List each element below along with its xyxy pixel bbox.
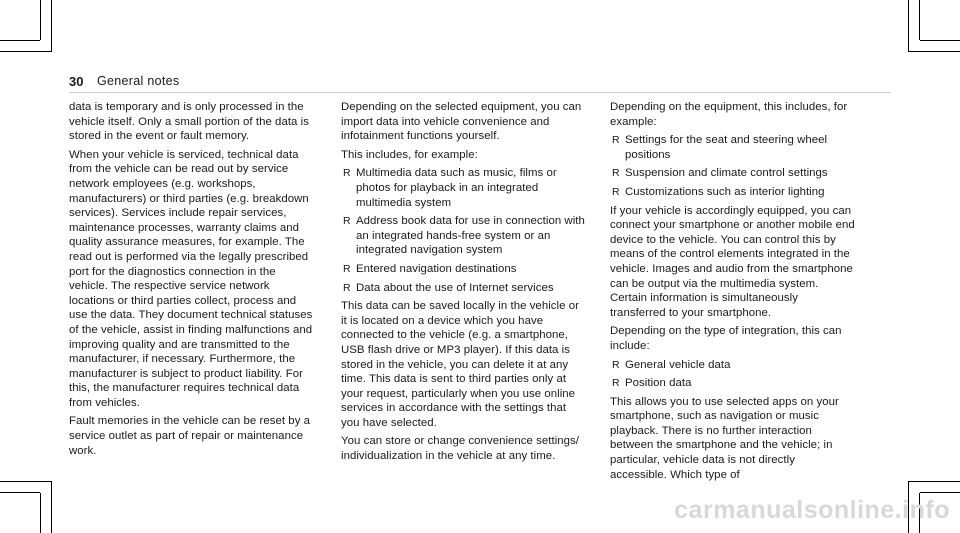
paragraph: You can store or change convenience settings/ individualization in the vehicle at any time. [341, 435, 580, 463]
bullet-icon: R [612, 134, 620, 147]
bullet-icon: R [612, 377, 620, 390]
page-number: 30 [69, 74, 84, 89]
list-item-text: Position data [625, 377, 692, 390]
crop-mark [0, 40, 40, 41]
crop-mark [51, 0, 52, 52]
paragraph: Depending on the type of integration, this can include: [610, 325, 842, 352]
crop-mark [920, 40, 960, 41]
list-item-text: Multimedia data such as music, films or photos for playback in an integrated multimedia system [356, 167, 557, 209]
list-item-text: Entered navigation destinations [356, 262, 517, 275]
list-item-text: Data about the use of Internet services [356, 281, 554, 294]
crop-mark [920, 492, 960, 493]
bullet-list [341, 166, 586, 295]
section-title: General notes [97, 74, 180, 88]
list-item [610, 166, 855, 181]
paragraph: Depending on the equipment, this includes, for example: [610, 101, 848, 128]
list-item-text: Address book data for use in connection with an integrated hands-free system or an integrated navigation system [356, 215, 585, 257]
list-item [610, 133, 855, 162]
list-item [341, 166, 586, 210]
list-item-text: Suspension and climate control settings [625, 167, 828, 180]
crop-mark [40, 0, 41, 40]
list-item [341, 214, 586, 258]
paragraph: When your vehicle is serviced, technical data from the vehicle can be read out by service network employees (e.g. workshops, manufacturers) or third parties (e.g. breakdown services). Services include repair services, maintenance processes, warranty claims and quality assurance measures, for example. The read out is performed via the legally prescribed port for the diagnostics connection in the vehicle. The respective service network locations or third parties collect, process and use the data. They document technical statuses of the vehicle, assist in finding malfunctions and improving quality and are transmitted to the manufacturer, if necessary. Furthermore, the manufacturer is subject to product liability. For this, the manufacturer requires technical data from vehicles. [69, 148, 313, 409]
paragraph: This data can be saved locally in the vehicle or it is located on a device which you have connected to the vehicle (e.g. a smartphone, USB flash drive or MP3 player). If this data is stored in the vehicle, you can delete it at any time. This data is sent to third parties only at your request, particularly when you use online services in accordance with the settings that you have selected. [341, 300, 579, 429]
bullet-icon: R [612, 358, 620, 371]
bullet-icon: R [343, 262, 351, 275]
bullet-icon: R [343, 215, 351, 228]
crop-mark [919, 0, 920, 40]
bullet-icon: R [343, 167, 351, 180]
crop-mark [40, 493, 41, 533]
text-column-right [610, 100, 855, 486]
paragraph: This allows you to use selected apps on your smartphone, such as navigation or music playback. There is no further interaction between the smartphone and the vehicle; in particular, vehicle data is not directly accessible. Which type of [610, 395, 839, 481]
crop-mark [51, 481, 52, 533]
text-column-middle [341, 100, 586, 468]
watermark-text: carmanualsonline.info [674, 496, 950, 524]
list-item [341, 262, 586, 277]
text-column-left [69, 100, 314, 462]
bullet-icon: R [343, 281, 351, 294]
crop-mark [0, 492, 40, 493]
paragraph: data is temporary and is only processed in the vehicle itself. Only a small portion of the data is stored in the event or fault memory. [69, 101, 309, 143]
list-item [341, 281, 586, 296]
bullet-list [610, 133, 855, 199]
crop-mark [908, 481, 960, 482]
paragraph: This includes, for example: [341, 148, 478, 161]
paragraph: If your vehicle is accordingly equipped, you can connect your smartphone or another mobile end device to the vehicle. You can control this by means of the control elements integrated in the vehicle. Images and audio from the smartphone can be output via the multimedia system. Certain information is simultaneously transferred to your smartphone. [610, 204, 855, 319]
paragraph: Fault memories in the vehicle can be reset by a service outlet as part of repair or maintenance work. [69, 415, 311, 457]
list-item [610, 185, 855, 200]
bullet-icon: R [612, 167, 620, 180]
crop-mark [908, 51, 960, 52]
paragraph: Depending on the selected equipment, you can import data into vehicle convenience and infotainment functions yourself. [341, 101, 582, 143]
list-item-text: General vehicle data [625, 358, 731, 371]
crop-mark [908, 0, 909, 52]
crop-mark [0, 51, 52, 52]
header-rule [69, 92, 891, 93]
crop-mark [0, 481, 52, 482]
list-item [610, 376, 855, 391]
bullet-list [610, 358, 855, 391]
list-item-text: Settings for the seat and steering wheel positions [625, 134, 828, 161]
bullet-icon: R [612, 185, 620, 198]
list-item-text: Customizations such as interior lighting [625, 185, 825, 198]
list-item [610, 358, 855, 373]
